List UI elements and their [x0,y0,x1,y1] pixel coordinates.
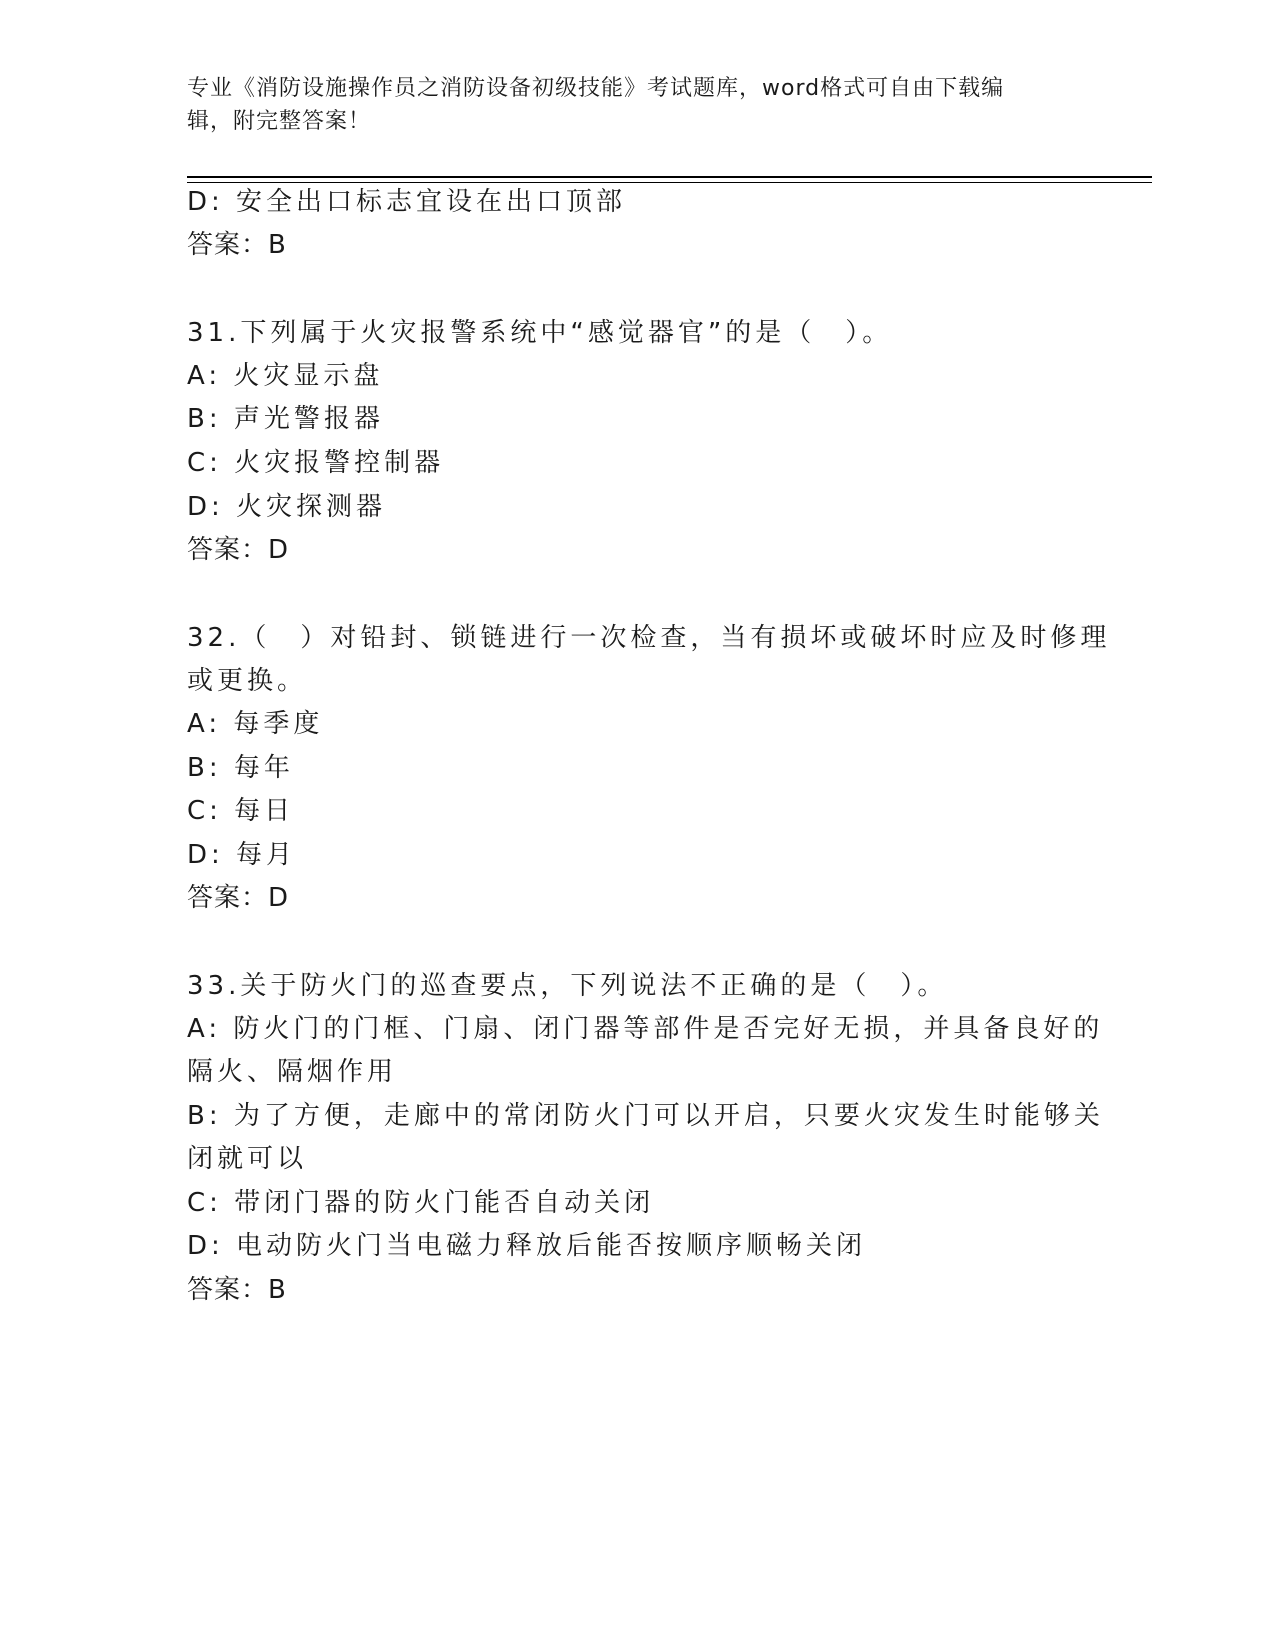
q31-option-d: D: 火灾探测器 [187,492,387,522]
q31-option-a: A: 火灾显示盘 [187,361,384,391]
prev-answer: 答案：B [187,230,287,260]
header-line-1: 专业《消防设施操作员之消防设备初级技能》考试题库，word格式可自由下载编 [187,76,1005,101]
q32-option-c: C: 每日 [187,796,295,826]
q33-answer: 答案：B [187,1275,287,1305]
q31-answer: 答案：D [187,535,290,565]
q31-option-b: B: 声光警报器 [187,404,384,434]
q31-option-c: C: 火灾报警控制器 [187,448,445,478]
header-line-2: 辑，附完整答案！ [187,109,372,134]
q32-option-a: A: 每季度 [187,709,324,739]
q31-stem: 31.下列属于火灾报警系统中“感觉器官”的是（ ）。 [187,318,893,348]
q32-stem-line-1: 32.（ ）对铅封、锁链进行一次检查，当有损坏或破坏时应及时修理 [187,623,1111,653]
q33-option-c: C: 带闭门器的防火门能否自动关闭 [187,1188,655,1218]
q33-option-b-line-1: B: 为了方便，走廊中的常闭防火门可以开启，只要火灾发生时能够关 [187,1101,1104,1131]
q32-option-b: B: 每年 [187,753,294,783]
q32-option-d: D: 每月 [187,840,297,870]
q33-option-a-line-1: A: 防火门的门框、门扇、闭门器等部件是否完好无损，并具备良好的 [187,1014,1104,1044]
document-header [187,72,1067,138]
header-divider-thin [187,182,1152,183]
q33-option-d: D: 电动防火门当电磁力释放后能否按顺序顺畅关闭 [187,1231,867,1261]
prev-option-d: D: 安全出口标志宜设在出口顶部 [187,187,627,217]
q32-answer: 答案：D [187,883,290,913]
header-divider-thick [187,176,1152,178]
q33-stem: 33.关于防火门的巡查要点，下列说法不正确的是（ ）。 [187,971,948,1001]
q32-stem-line-2: 或更换。 [187,666,308,696]
q33-option-a-line-2: 隔火、隔烟作用 [187,1057,398,1087]
q33-option-b-line-2: 闭就可以 [187,1144,308,1174]
